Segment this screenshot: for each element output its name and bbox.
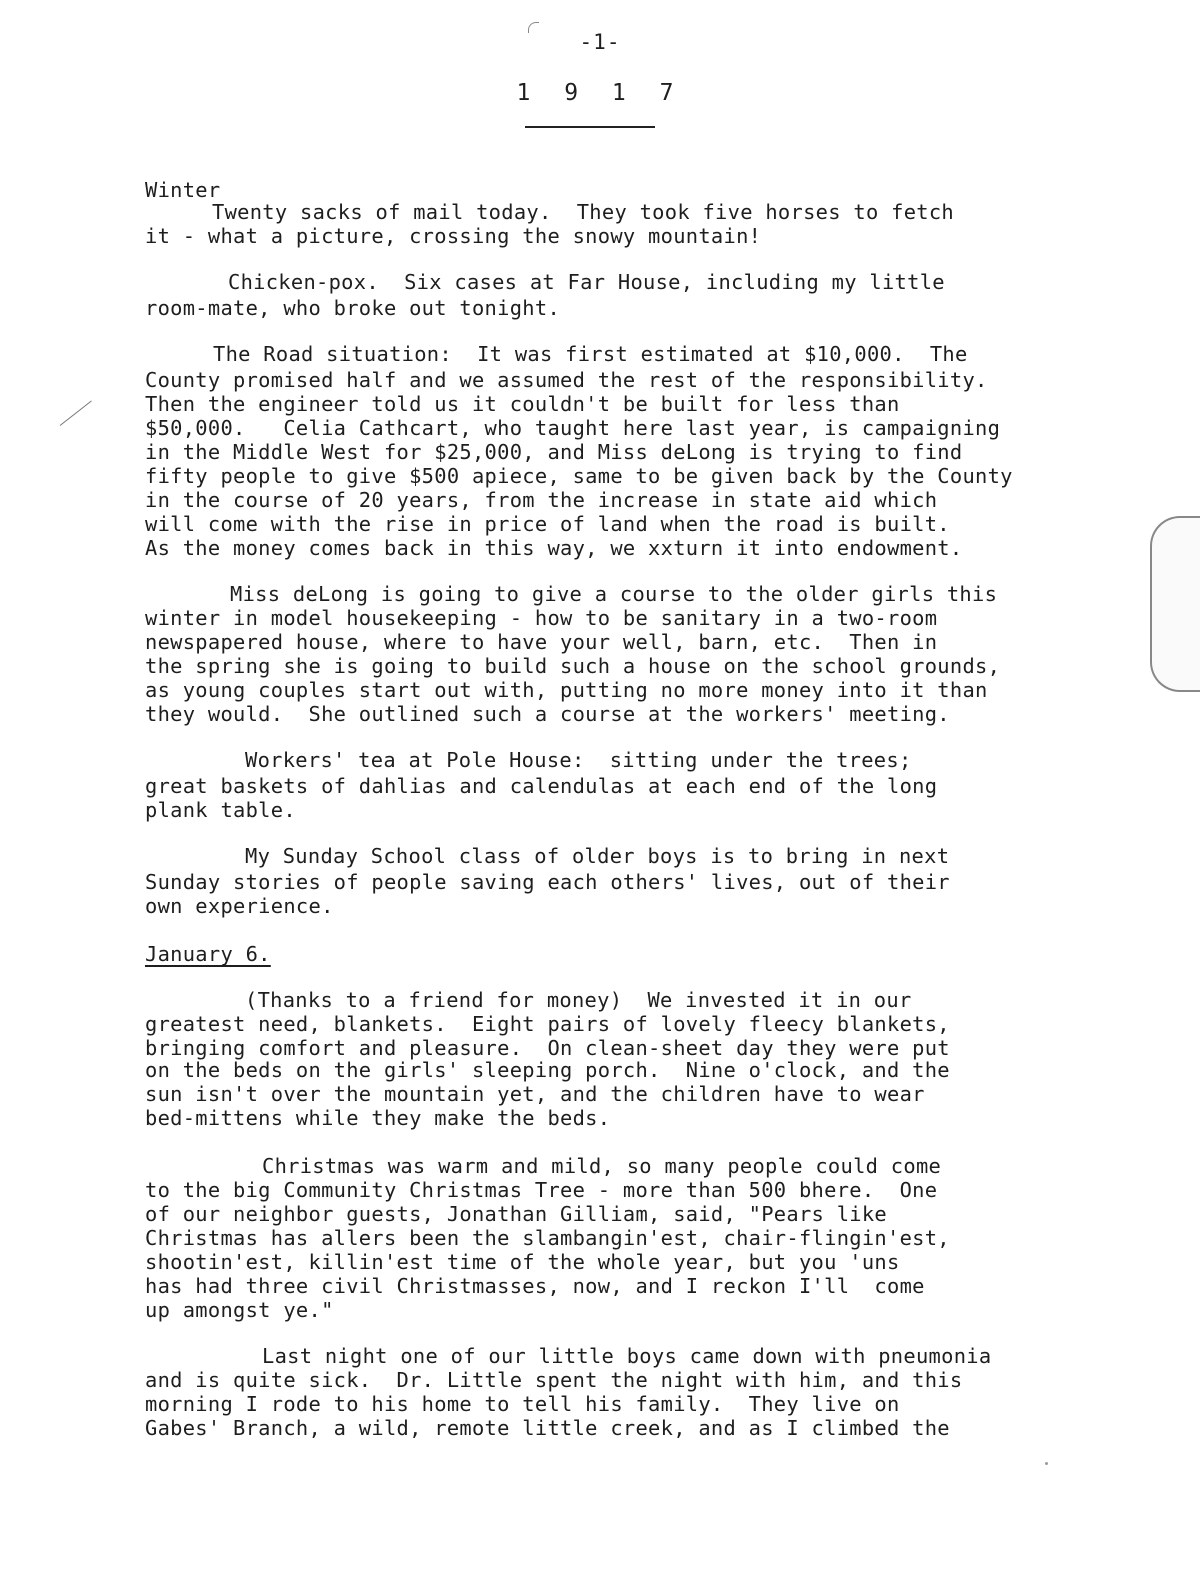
text-line: Then the engineer told us it couldn't be built for less than [145, 392, 900, 416]
text-line: greatest need, blankets. Eight pairs of lovely fleecy blankets, [145, 1012, 950, 1036]
page-number: -1- [579, 30, 621, 54]
binder-tab [1150, 516, 1200, 692]
text-line: newspapered house, where to have your well, barn, etc. Then in [145, 630, 938, 654]
text-line: As the money comes back in this way, we xxturn it into endowment. [145, 536, 963, 560]
text-line: will come with the rise in price of land when the road is built. [145, 512, 950, 536]
text-line: County promised half and we assumed the rest of the responsibility. [145, 368, 988, 392]
text-line: Miss deLong is going to give a course to the older girls this [230, 582, 998, 606]
text-line: and is quite sick. Dr. Little spent the night with him, and this [145, 1368, 963, 1392]
text-line: (Thanks to a friend for money) We invested it in our [245, 988, 912, 1012]
smudge-mark [1045, 1462, 1048, 1465]
text-line: as young couples start out with, putting no more money into it than [145, 678, 988, 702]
text-line: it - what a picture, crossing the snowy mountain! [145, 224, 762, 248]
text-line: up amongst ye." [145, 1298, 334, 1322]
section-heading-winter: Winter [145, 178, 221, 202]
text-line: in the Middle West for $25,000, and Miss deLong is trying to find [145, 440, 963, 464]
text-line: of our neighbor guests, Jonathan Gilliam, said, "Pears like [145, 1202, 887, 1226]
section-heading-january: January 6. [145, 942, 271, 966]
text-line: to the big Community Christmas Tree - more than 500 bhere. One [145, 1178, 938, 1202]
text-line: own experience. [145, 894, 334, 918]
text-line: Christmas has allers been the slambangin'est, chair-flingin'est, [145, 1226, 950, 1250]
text-line: room-mate, who broke out tonight. [145, 296, 561, 320]
text-line: Gabes' Branch, a wild, remote little creek, and as I climbed the [145, 1416, 950, 1440]
pencil-mark [60, 400, 92, 425]
text-line: on the beds on the girls' sleeping porch. Nine o'clock, and the [145, 1058, 950, 1082]
text-line: in the course of 20 years, from the increase in state aid which [145, 488, 938, 512]
text-line: great baskets of dahlias and calendulas at each end of the long [145, 774, 938, 798]
text-line: Sunday stories of people saving each others' lives, out of their [145, 870, 950, 894]
text-line: morning I rode to his home to tell his family. They live on [145, 1392, 900, 1416]
text-line: has had three civil Christmasses, now, and I reckon I'll come [145, 1274, 925, 1298]
text-line: Twenty sacks of mail today. They took five horses to fetch [212, 200, 954, 224]
text-line: bed-mittens while they make the beds. [145, 1106, 611, 1130]
text-line: Last night one of our little boys came down with pneumonia [262, 1344, 992, 1368]
text-line: sun isn't over the mountain yet, and the children have to wear [145, 1082, 925, 1106]
year-heading: 1 9 1 7 [516, 80, 684, 106]
text-line: the spring she is going to build such a house on the school grounds, [145, 654, 1001, 678]
text-line: Chicken-pox. Six cases at Far House, including my little [228, 270, 945, 294]
text-line: Christmas was warm and mild, so many people could come [262, 1154, 942, 1178]
text-line: Workers' tea at Pole House: sitting under the trees; [245, 748, 912, 772]
text-line: fifty people to give $500 apiece, same to be given back by the County [145, 464, 1013, 488]
text-line: The Road situation: It was first estimated at $10,000. The [213, 342, 968, 366]
text-line: plank table. [145, 798, 296, 822]
text-line: winter in model housekeeping - how to be sanitary in a two-room [145, 606, 938, 630]
text-line: $50,000. Celia Cathcart, who taught here last year, is campaigning [145, 416, 1001, 440]
heading-rule [525, 126, 655, 128]
text-line: they would. She outlined such a course at the workers' meeting. [145, 702, 950, 726]
text-line: My Sunday School class of older boys is to bring in next [245, 844, 950, 868]
text-line: shootin'est, killin'est time of the whole year, but you 'uns [145, 1250, 900, 1274]
text-line: bringing comfort and pleasure. On clean-sheet day they were put [145, 1036, 950, 1060]
